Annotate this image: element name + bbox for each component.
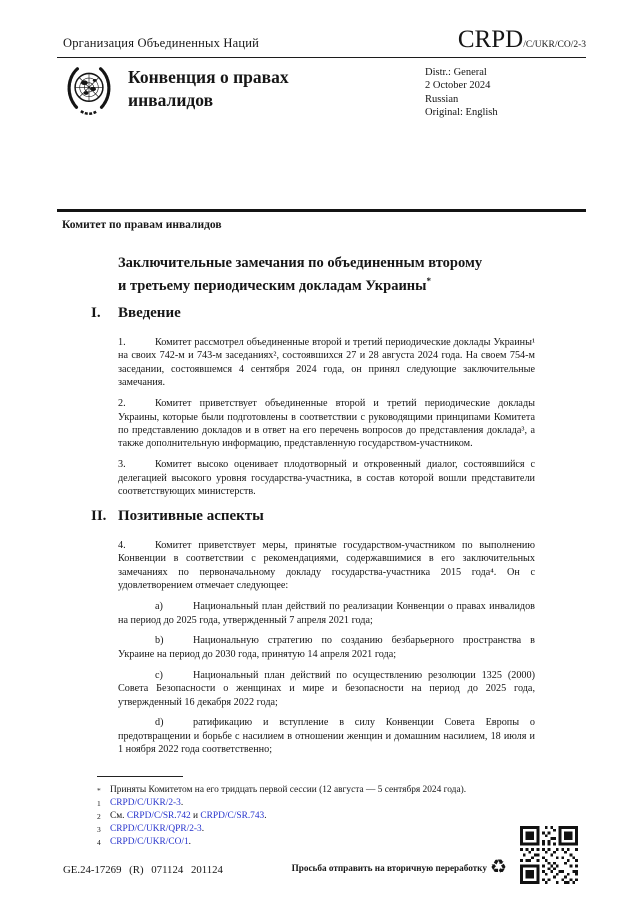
document-title-line1: Заключительные замечания по объединенным второму <box>118 255 483 271</box>
paragraph-text: Комитет высоко оценивает плодотворный и откровенный диалог, состоявшийся с делегацией высокого уровня государства-участника, в состав которой вошли представители соответствующих министерств. <box>118 459 535 498</box>
section-title: Позитивные аспекты <box>118 507 264 524</box>
doc-symbol-main: CRPD <box>457 26 524 53</box>
item-letter: b) <box>155 635 164 647</box>
item-text: ратификацию и вступление в силу Конвенции Совета Европы о предотвращении и борьбе с насилием в отношении женщин и домашним насилием, 18 июля и 1 ноября 2022 года соответственно; <box>118 717 535 756</box>
item-text: Национальную стратегию по созданию безбарьерного пространства в Украине на период до 2030 года, принятую 14 апреля 2021 года; <box>118 635 535 660</box>
footnote-text: CRPD/C/UKR/QPR/2-3. <box>110 824 205 834</box>
paragraph-4 <box>118 539 535 593</box>
footnote-marker: 3 <box>97 825 101 834</box>
header-rule-thin <box>57 57 586 58</box>
doc-symbol <box>458 26 586 54</box>
footnote-marker: 4 <box>97 838 101 847</box>
header-rule-thick <box>57 209 586 212</box>
list-item-a <box>118 600 535 627</box>
footnote-text: Приняты Комитетом на его тридцать первой сессии (12 августа — 5 сентября 2024 года). <box>110 785 467 795</box>
item-letter: c) <box>155 669 163 681</box>
recycle-note <box>292 858 507 877</box>
title-footnote-marker: * <box>426 275 431 286</box>
section-numeral: I. <box>91 305 101 321</box>
footnote-text: См. CRPD/C/SR.742 и CRPD/C/SR.743. <box>110 811 267 821</box>
footnote-marker: 1 <box>97 799 101 808</box>
convention-title-line1: Конвенция о правах <box>128 67 289 87</box>
distribution-block <box>425 66 498 120</box>
footnote-text: CRPD/C/UKR/2-3. <box>110 798 184 808</box>
footnote-text: CRPD/C/UKR/CO/1. <box>110 837 192 847</box>
list-item-b <box>118 634 535 661</box>
paragraph-text: Комитет рассмотрел объединенные второй и третий периодические доклады Украины¹ на своих 742-м и 743-м заседаниях², состоявшихся 27 и 28 августа 2024 года. На своем 754-м заседании, состоявшемся 4 сентября 2024 года, он принял следующие заключительные замечания. <box>118 337 535 389</box>
paragraph-number: 3. <box>118 459 126 471</box>
item-letter: a) <box>155 601 163 613</box>
footnote-separator <box>97 776 183 777</box>
footnote-marker: * <box>97 786 101 795</box>
paragraph-number: 2. <box>118 398 126 410</box>
paragraph-number: 4. <box>118 539 126 551</box>
footnote-2 <box>97 810 509 823</box>
list-item-c <box>118 669 535 709</box>
document-title-line2: и третьему периодическим докладам Украины* <box>118 275 431 294</box>
paragraph-3 <box>118 458 535 498</box>
item-letter: d) <box>155 717 164 729</box>
section-heading-positive-aspects <box>91 506 537 526</box>
item-text: Национальный план действий по осуществлению резолюции 1325 (2000) Совета Безопасности о женщинах и мире и безопасности на период до 2025 года, утвержденный 16 декабря 2022 года; <box>118 669 535 708</box>
footnote-1 <box>97 797 509 810</box>
footnote-asterisk <box>97 784 509 797</box>
distr-original: Original: English <box>425 107 498 119</box>
document-link[interactable]: CRPD/C/UKR/2-3 <box>110 798 181 808</box>
convention-title-line2: инвалидов <box>128 90 214 110</box>
distr-language: Russian <box>425 93 459 105</box>
recycle-text: Просьба отправить на вторичную переработку <box>291 862 487 873</box>
footnote-4 <box>97 836 509 849</box>
distr-type: Distr.: General <box>425 67 487 78</box>
paragraph-text: Комитет приветствует меры, принятые государством-участником по выполнению Конвенции в соответствии с рекомендациями, содержавшимися в его заключительных замечаниях по первоначальному докладу государства-участника 2015 года⁴. Он с удовлетворением отмечает следующее: <box>118 539 535 592</box>
distr-date: 2 October 2024 <box>425 80 491 92</box>
recycle-icon: ♻ <box>489 856 507 878</box>
org-name: Организация Объединенных Наций <box>63 36 260 50</box>
doc-symbol-suffix: /C/UKR/CO/2-3 <box>523 40 586 50</box>
un-emblem-icon <box>60 63 118 126</box>
ge-number: GE.24-17269 (R) 071124 201124 <box>63 864 223 876</box>
section-heading-introduction <box>91 303 537 323</box>
document-link[interactable]: CRPD/C/UKR/CO/1 <box>110 837 189 847</box>
document-link[interactable]: CRPD/C/UKR/QPR/2-3 <box>110 824 202 834</box>
list-item-d <box>118 716 535 756</box>
footnote-3 <box>97 823 509 836</box>
committee-name: Комитет по правам инвалидов <box>62 219 222 231</box>
section-numeral: II. <box>91 507 107 524</box>
paragraph-number: 1. <box>118 337 126 348</box>
item-text: Национальный план действий по реализации Конвенции о правах инвалидов на период до 2025 года, утвержденный 7 апреля 2021 года; <box>118 601 535 626</box>
document-link[interactable]: CRPD/C/SR.743 <box>200 811 265 821</box>
paragraph-text: Комитет приветствует объединенные второй и третий периодические доклады Украины, которые были подготовлены в соответствии с руководящими принципами Комитета по представлению докладов и в ответ на его перечень вопросов до представления доклада³, а также дополнительную информацию, представленную государством-участником. <box>118 398 535 450</box>
document-link[interactable]: CRPD/C/SR.742 <box>126 811 191 821</box>
footnotes-block <box>97 776 509 849</box>
section-title: Введение <box>118 305 181 321</box>
document-body <box>91 303 537 764</box>
footnote-marker: 2 <box>97 812 101 821</box>
document-title <box>118 255 482 295</box>
paragraph-2 <box>118 397 535 451</box>
qr-code <box>520 826 578 889</box>
paragraph-1 <box>118 336 535 390</box>
convention-title <box>128 66 289 112</box>
